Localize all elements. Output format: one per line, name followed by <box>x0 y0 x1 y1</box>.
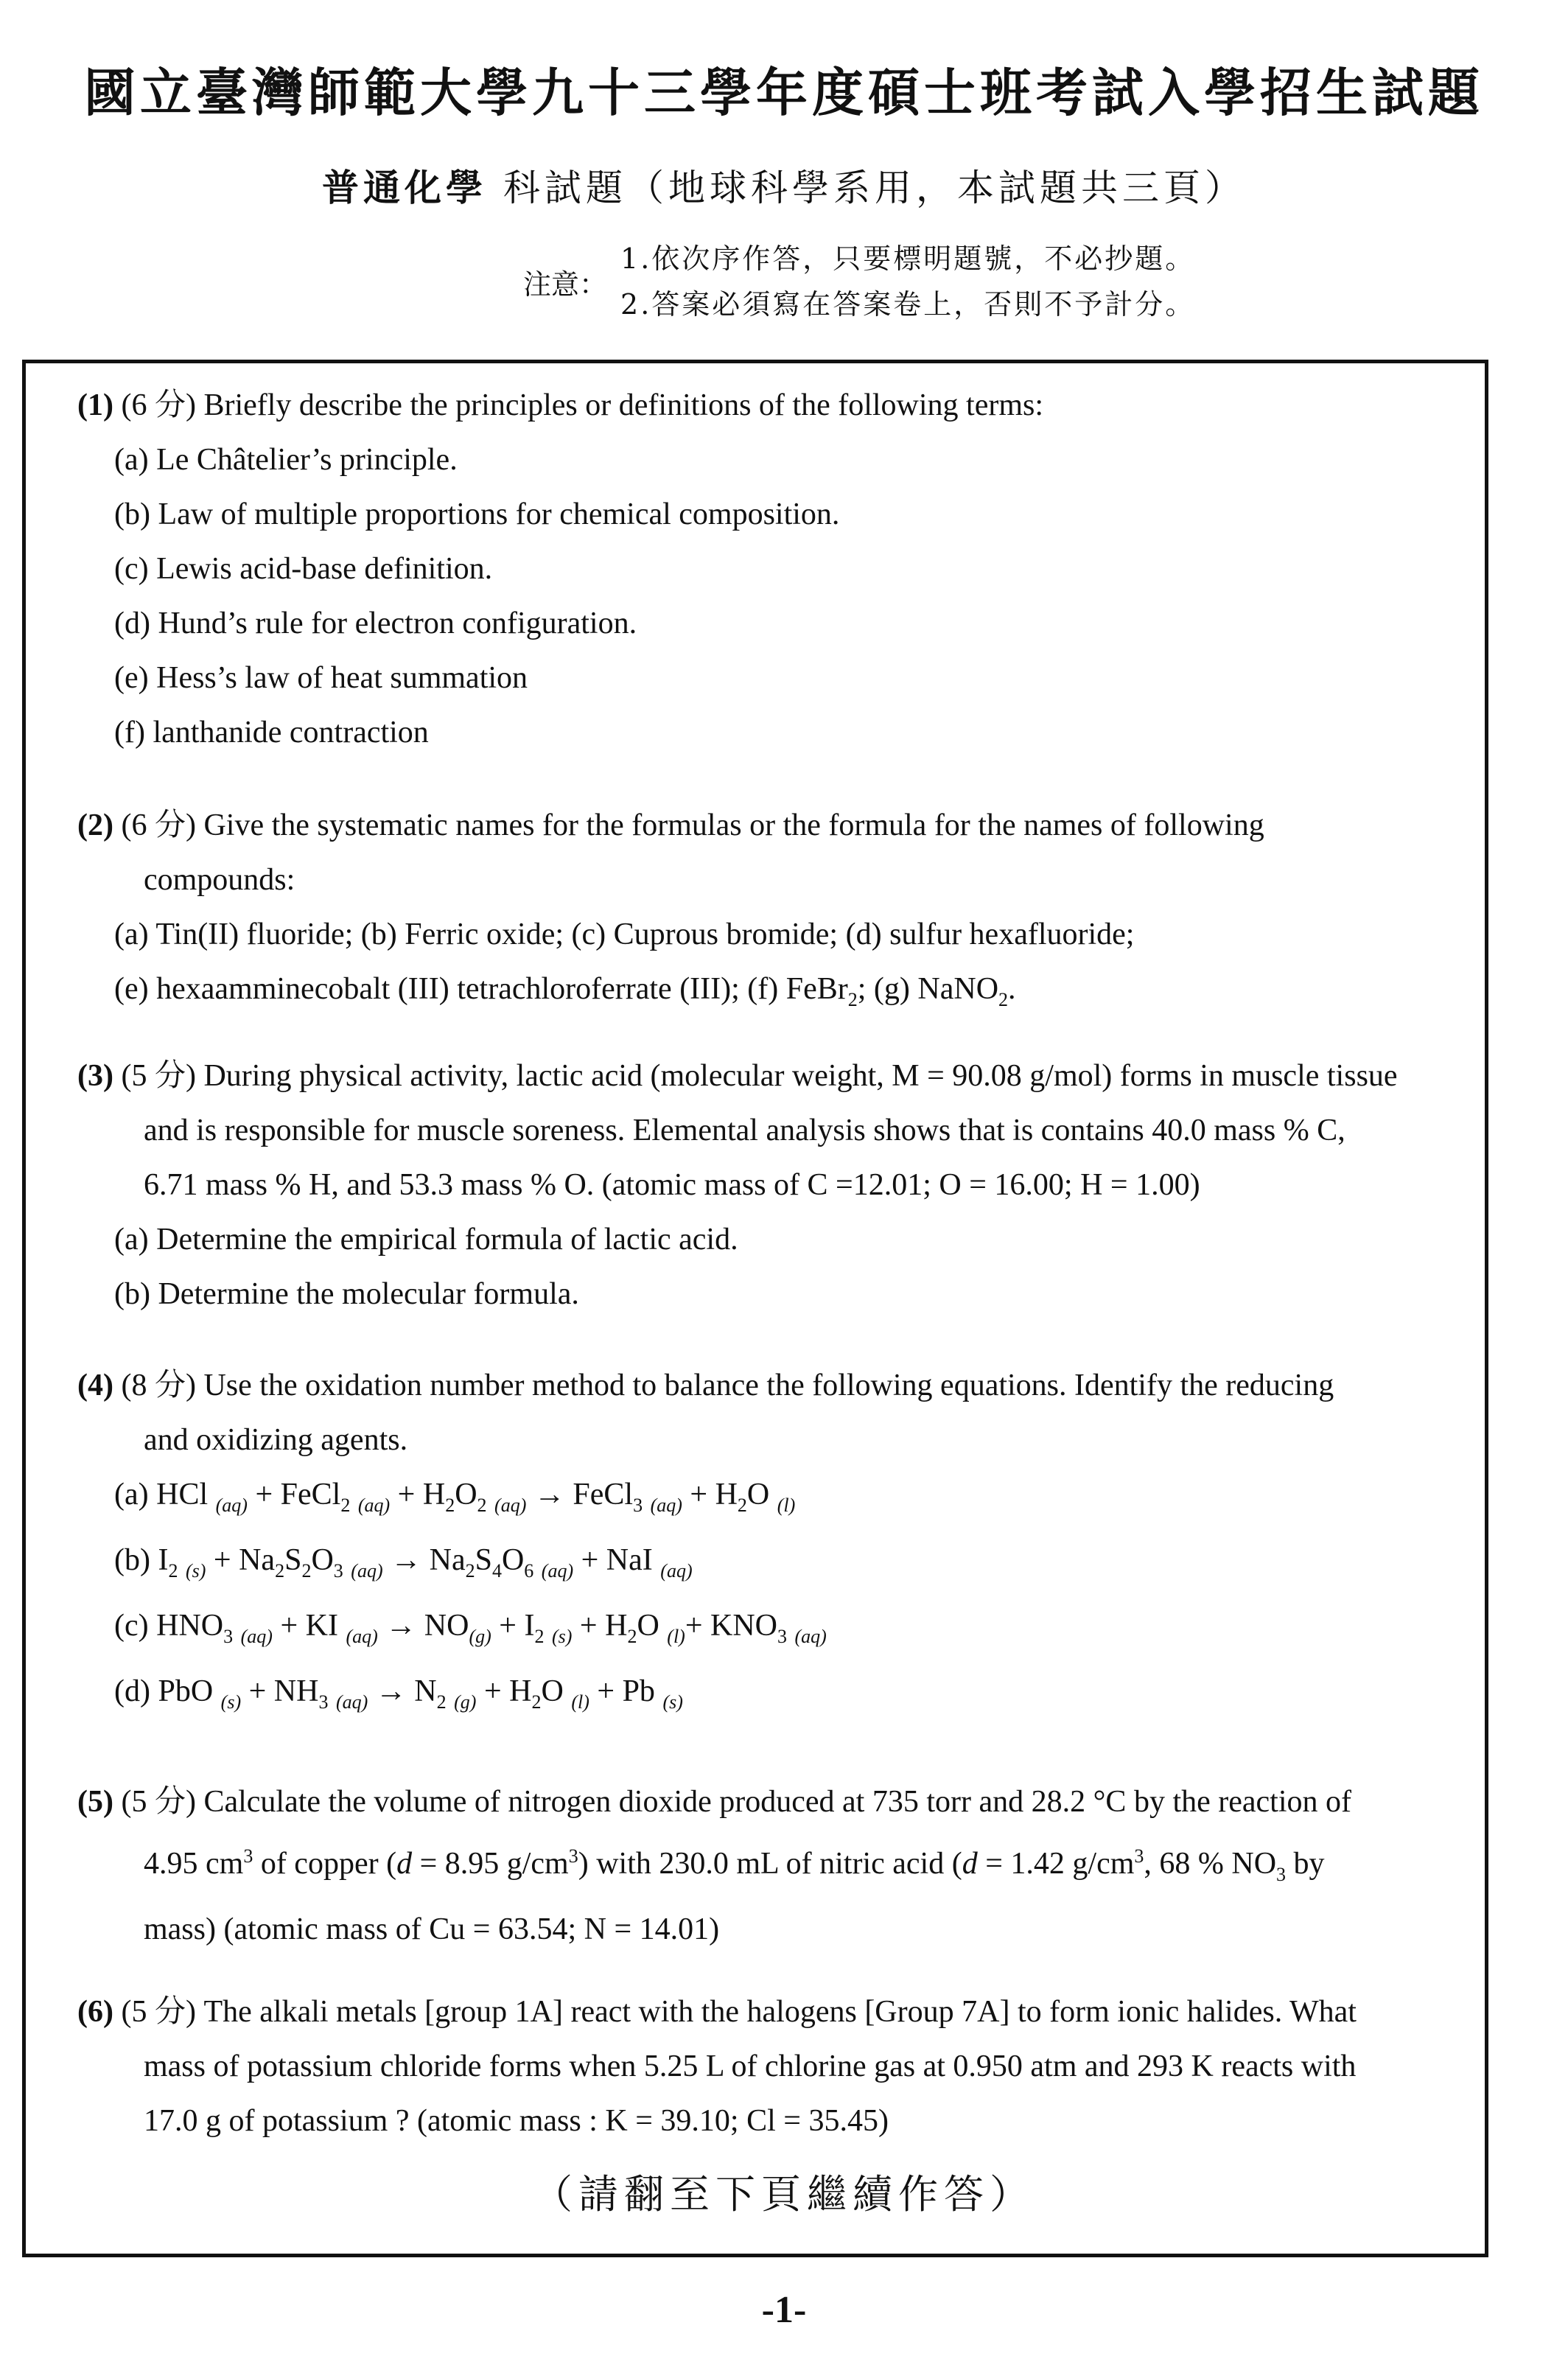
subtitle-rest: 科試題（地球科學系用，本試題共三頁） <box>503 167 1246 209</box>
question-text-cont: 4.95 $cm^3$ of copper (d = 8.95 $g/cm^3$) with 230.0 mL of nitric acid (d = 1.42 $g/cm^3$, 68 % $NO_3$ by <box>144 1845 1325 1885</box>
list-item: (b) Determine the molecular formula. <box>114 1277 579 1311</box>
question-text: (5 分) The alkali metals [group 1A] react with the halogens [Group 7A] to form ionic halides. What <box>113 1995 1357 2029</box>
question-text: (5 分) During physical activity, lactic acid (molecular weight, M = 90.08 g/mol) forms in muscle tissue <box>113 1059 1398 1093</box>
question-text: (6 分) Briefly describe the principles or definitions of the following terms: <box>113 388 1044 422</box>
question-text-cont: mass) (atomic mass of Cu = 63.54; N = 14.01) <box>144 1912 720 1946</box>
notice-item: 1.依次序作答，只要標明題號，不必抄題。 <box>620 242 1196 275</box>
questions-frame <box>22 360 1488 2257</box>
question-text-cont: and is responsible for muscle soreness. Elemental analysis shows that is contains 40.0 mass % C, <box>144 1114 1345 1147</box>
continue-note: （請翻至下頁繼續作答） <box>533 2171 1035 2218</box>
question-text-cont: 6.71 mass % H, and 53.3 mass % O. (atomic mass of C =12.01; O = 16.00; H = 1.00) <box>144 1168 1200 1202</box>
question-4 <box>77 1358 1448 1730</box>
notice-item: 2.答案必須寫在答案卷上，否則不予計分。 <box>620 288 1196 321</box>
question-text: (6 分) Give the systematic names for the formulas or the formula for the names of following <box>113 808 1264 842</box>
question-6 <box>77 1985 1448 2148</box>
list-item: (c) Lewis acid-base definition. <box>114 552 493 586</box>
page-number: -1- <box>761 2289 807 2331</box>
question-text: (5 分) Calculate the volume of nitrogen dioxide produced at 735 torr and 28.2 °C by the reaction of <box>113 1785 1351 1819</box>
equation: (b) $I_2$ $_{(s)} + Na_2S_2O_3$ $_{(aq)} \to Na_2S_4O_6$ $_{(aq)}$ + NaI $_{(aq)}$ <box>114 1543 693 1582</box>
question-3 <box>77 1049 1448 1321</box>
list-item: (e) hexaamminecobalt (III) tetrachloroferrate (III); (f) FeBr$_2$; (g) NaNO$_2$. <box>114 972 1016 1010</box>
question-text-cont: compounds: <box>144 863 295 897</box>
question-number: (2) <box>77 808 113 842</box>
list-item: (a) Tin(II) fluoride; (b) Ferric oxide; (c) Cuprous bromide; (d) sulfur hexafluoride; <box>114 918 1135 951</box>
list-item: (e) Hess’s law of heat summation <box>114 661 528 695</box>
notice-label: 注意： <box>523 268 608 301</box>
subject-name: 普通化學 <box>322 166 488 209</box>
question-2 <box>77 798 1448 1027</box>
list-item: (f) lanthanide contraction <box>114 716 429 749</box>
equation: (c) $HNO_3$ $_{(aq)}$ + KI $_{(aq)} \to NO_{(g)} + I_2$ $_{(s)} + H_2O$ $_{(l)}+ KNO_3$ $_{(aq)}$ <box>114 1609 827 1647</box>
question-1 <box>77 378 1448 760</box>
list-item: (a) Determine the empirical formula of lactic acid. <box>114 1223 738 1257</box>
question-text-cont: 17.0 g of potassium ? (atomic mass : K = 39.10; Cl = 35.45) <box>144 2104 889 2138</box>
question-text: (8 分) Use the oxidation number method to balance the following equations. Identify the reducing <box>113 1369 1334 1402</box>
exam-title: 國立臺灣師範大學九十三學年度碩士班考試入學招生試題 <box>84 62 1484 123</box>
equation: (a) HCl $_{(aq)}$ + FeCl$_2$ $_{(aq)} + H_2O_2$ $_{(aq)}$ → FeCl$_3$ $_{(aq)} + H_2O$ $_{(l)}$ <box>114 1478 796 1516</box>
question-text-cont: mass of potassium chloride forms when 5.25 L of chlorine gas at 0.950 atm and 293 K reacts with <box>144 2049 1357 2083</box>
list-item: (b) Law of multiple proportions for chemical composition. <box>114 497 840 531</box>
question-number: (4) <box>77 1369 113 1402</box>
list-item: (d) Hund’s rule for electron configuration. <box>114 607 637 640</box>
question-number: (1) <box>77 388 113 422</box>
exam-subtitle <box>0 158 1568 212</box>
list-item: (a) Le Châtelier’s principle. <box>114 443 458 477</box>
question-number: (5) <box>77 1785 113 1819</box>
notice-block <box>523 236 1195 327</box>
question-5 <box>77 1775 1448 1957</box>
question-number: (3) <box>77 1059 113 1093</box>
question-text-cont: and oxidizing agents. <box>144 1423 408 1457</box>
question-number: (6) <box>77 1995 113 2029</box>
equation: (d) PbO $_{(s)} + NH_3$ $_{(aq)} \to N_2$ $_{(g)} + H_2O$ $_{(l)}$ + Pb $_{(s)}$ <box>114 1674 683 1713</box>
